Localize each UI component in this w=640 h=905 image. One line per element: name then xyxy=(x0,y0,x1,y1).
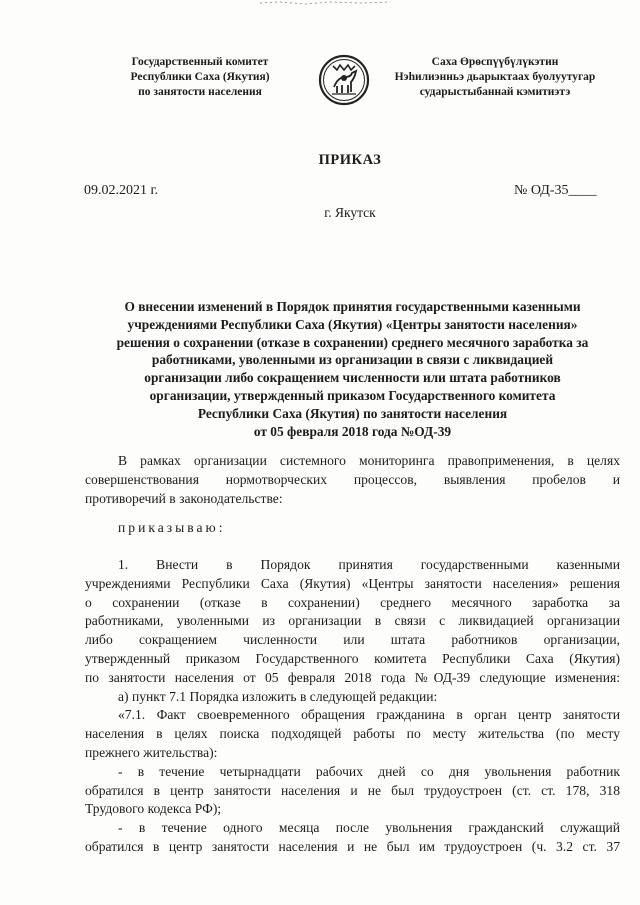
header-left-line: по занятости населения xyxy=(138,86,262,98)
item-line: учреждениями Республики Саха (Якутия) «Центры занятости населения» решения xyxy=(85,575,620,591)
subject-line: работниками, уволенными из организации в связи с ликвидацией xyxy=(151,352,554,368)
item-line: обратился в центр занятости населения и не был трудоустроен (ст. ст. 178, 318 xyxy=(85,782,620,798)
document-city: г. Якутск xyxy=(324,205,376,220)
header-left-line: Республики Саха (Якутия) xyxy=(130,71,270,83)
item-line: - в течение четырнадцати рабочих дней со дня увольнения работник xyxy=(118,763,620,779)
item-line: «7.1. Факт своевременного обращения гражданина в орган центр занятости xyxy=(118,707,620,723)
intro-line: В рамках организации системного мониторинга правоприменения, в целях xyxy=(118,453,620,468)
document-date: 09.02.2021 г. xyxy=(84,183,159,198)
intro-line: совершенствования нормотворческих процессов, выявления пробелов и xyxy=(85,471,620,487)
subject-line: Республики Саха (Якутия) по занятости населения xyxy=(197,405,508,421)
item-line: утвержденный приказом Государственного комитета Республики Саха (Якутия) xyxy=(85,650,620,666)
yakutia-coat-of-arms-icon xyxy=(318,50,370,110)
header-left-org xyxy=(100,55,300,100)
document-title: ПРИКАЗ xyxy=(318,152,382,168)
item-line: Трудового кодекса РФ); xyxy=(85,801,222,817)
subject-line: от 05 февраля 2018 года №ОД-39 xyxy=(253,423,452,439)
item-line: - в течение одного месяца после увольнения гражданский служащий xyxy=(118,820,620,836)
item-line: 1. Внести в Порядок принятия государственными казенными xyxy=(118,557,620,572)
header-right-line: сударыстыбаннай кэмитиэтэ xyxy=(419,86,571,98)
subject-line: организации либо сокращением численности или штата работников xyxy=(144,370,561,386)
item-line: обратился в центр занятости населения и не был им трудоустроен (ч. 3.2 ст. 37 xyxy=(85,838,620,854)
item-line: прежнего жительства): xyxy=(85,744,218,760)
subject-line: учреждениями Республики Саха (Якутия) «Центры занятости населения» xyxy=(127,316,578,332)
intro-paragraph xyxy=(85,452,620,508)
document-subject xyxy=(85,298,620,440)
item-line: о сохранении (отказе в сохранении) среднего месячного заработка за xyxy=(85,594,620,610)
item-line: работниками, уволенными из организации в связи с ликвидацией организации xyxy=(85,613,620,629)
intro-line: противоречий в законодательстве: xyxy=(85,490,283,506)
header-left-line: Государственный комитет xyxy=(131,56,269,68)
item-line: либо сокращением численности или штата работников организации, xyxy=(85,632,620,648)
document-number: № ОД-35____ xyxy=(514,183,597,198)
item-line: а) пункт 7.1 Порядка изложить в следующей редакции: xyxy=(118,688,438,704)
item-line: по занятости населения от 05 февраля 2018 года №ОД-39 следующие изменения: xyxy=(85,669,620,685)
subject-line: О внесении изменений в Порядок принятия государственными казенными xyxy=(124,299,581,314)
header-right-org xyxy=(380,55,610,100)
order-word: приказываю: xyxy=(118,520,226,535)
item-line: населения в целях поиска подходящей работы по месту жительства (по месту xyxy=(85,726,620,742)
subject-line: решения о сохранении (отказе в сохранении) среднего месячного заработка за xyxy=(116,334,589,350)
scan-artifact xyxy=(250,0,400,6)
header-right-line: Саха Өрөспүүбүлүкэтин xyxy=(431,56,559,68)
header-right-line: Нэһилиэнньэ дьарыктаах буолуутугар xyxy=(394,71,596,83)
subject-line: организации, утвержденный приказом Государственного комитета xyxy=(149,387,556,403)
item-paragraph xyxy=(85,556,620,857)
